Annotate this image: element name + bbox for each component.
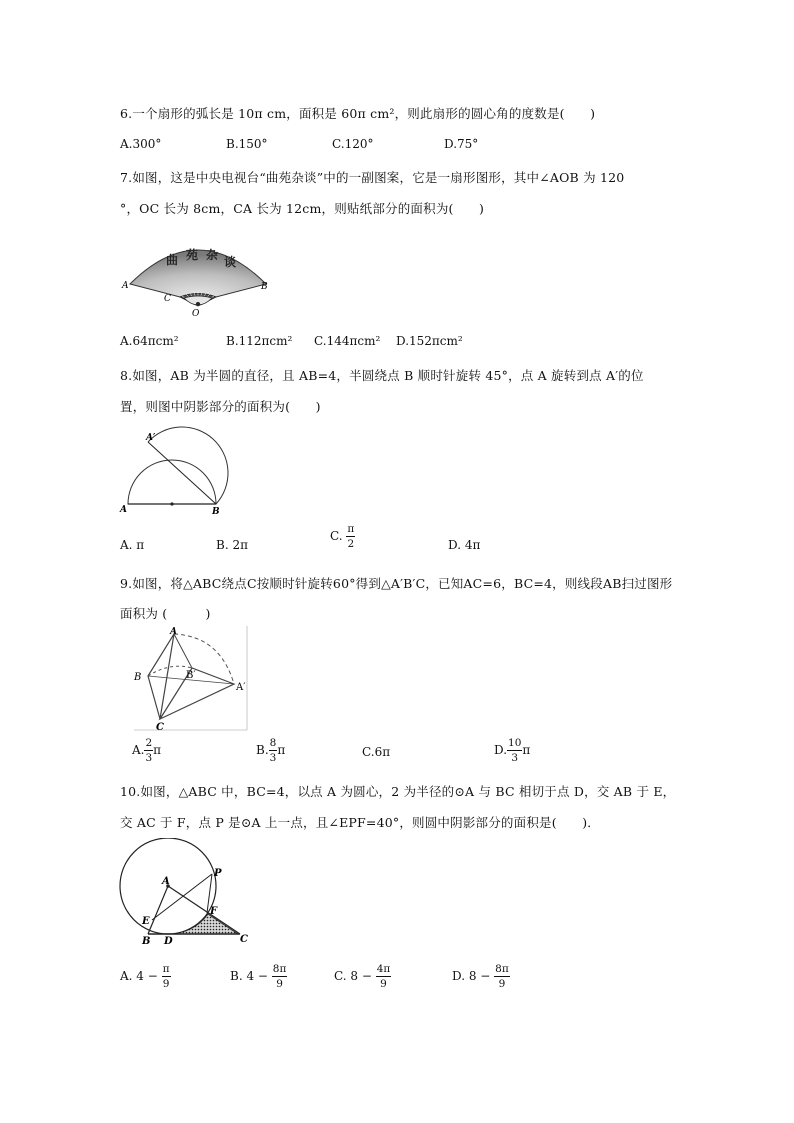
q10-label-c: C	[240, 934, 248, 945]
q9-b-num: 8	[269, 737, 277, 749]
q9-label-b: B	[134, 672, 142, 683]
q10-text-line2: 交 AC 于 F，点 P 是⊙A 上一点，且∠EPF=40°，则圆中阴影部分的面积是( )．	[120, 815, 600, 830]
q10-b-den: 9	[276, 977, 283, 990]
q9-option-b	[256, 738, 285, 763]
q9-label-b-prime: B′	[186, 670, 196, 681]
q7-option-b: B.112πcm²	[226, 334, 293, 348]
q8-label-b: B	[212, 507, 220, 517]
q6-option-c: C.120°	[332, 137, 374, 151]
q9-a-num: 2	[145, 737, 153, 749]
q8-option-c-prefix: C.	[330, 529, 343, 543]
q7-label-a: A	[122, 281, 129, 291]
q10-b-num: 8π	[272, 963, 287, 975]
q9-option-a	[132, 738, 161, 763]
q9-text-line2: 面积为 ( )	[120, 606, 211, 621]
q10-a-prefix: A. 4 −	[120, 969, 158, 983]
q9-label-a: A	[170, 627, 177, 637]
q8-label-a: A	[120, 505, 127, 515]
q10-d-prefix: D. 8 −	[452, 969, 491, 983]
q8-c-den: 2	[347, 537, 355, 550]
q9-b-suffix: π	[277, 743, 286, 757]
q9-a-suffix: π	[153, 743, 162, 757]
q10-b-fraction	[272, 964, 288, 989]
q8-text-line1: 8.如图，AB 为半圆的直径，且 AB=4，半圆绕点 B 顺时针旋转 45°，点 A 旋转到点 A′的位	[120, 368, 644, 383]
q8-option-a: A. π	[120, 538, 145, 552]
q7-text-line1: 7.如图，这是中央电视台“曲苑杂谈”中的一副图案，它是一扇形图形，其中∠AOB 为 120	[120, 170, 625, 185]
q6-option-b: B.150°	[226, 137, 268, 151]
q10-text-line1: 10.如图，△ABC 中，BC=4，以点 A 为圆心，2 为半径的⊙A 与 BC 相切于点 D，交 AB 于 E，	[120, 784, 676, 799]
q10-c-num: 4π	[376, 963, 391, 975]
q9-a-prefix: A.	[132, 743, 145, 757]
q7-label-o: O	[192, 309, 200, 318]
q9-a-fraction	[144, 738, 153, 763]
q9-rotation-figure	[130, 624, 250, 734]
q10-d-den: 9	[498, 977, 506, 990]
q9-b-prefix: B.	[256, 743, 269, 757]
fan-char-3: 杂	[206, 248, 219, 262]
q6-text: 6.一个扇形的弧长是 10π cm，面积是 60π cm²，则此扇形的圆心角的度数是( )	[120, 106, 596, 121]
q9-option-d	[494, 738, 530, 763]
q9-d-den: 3	[511, 751, 519, 764]
q10-a-num: π	[162, 963, 170, 975]
q10-a-fraction	[162, 964, 171, 989]
q10-b-prefix: B. 4 −	[230, 969, 268, 983]
q10-option-c	[334, 964, 391, 989]
q7-label-b: B	[261, 282, 268, 292]
q9-d-suffix: π	[522, 743, 531, 757]
q9-option-c: C.6π	[362, 745, 391, 759]
q7-label-c: C	[164, 294, 171, 304]
q7-text-line2: °，OC 长为 8cm，CA 长为 12cm，则贴纸部分的面积为( )	[120, 201, 485, 216]
q10-option-d	[452, 964, 510, 989]
q10-label-p: P	[214, 868, 222, 879]
q9-label-c: C	[156, 722, 164, 733]
q7-option-c: C.144πcm²	[314, 334, 381, 348]
q8-option-b: B. 2π	[216, 538, 248, 552]
q9-label-a-prime: A′	[236, 682, 246, 693]
q10-option-b	[230, 964, 287, 989]
q8-option-c	[330, 524, 355, 549]
fan-char-4: 谈	[224, 255, 237, 269]
fan-char-1: 曲	[166, 253, 179, 267]
q10-c-den: 9	[380, 977, 387, 990]
q9-a-den: 3	[145, 751, 153, 764]
q9-text-line1: 9.如图，将△ABC绕点C按顺时针旋转60°得到△A′B′C，已知AC=6，BC=4，则线段AB扫过图形	[120, 576, 673, 591]
q10-label-b: B	[142, 936, 151, 947]
q7-fan-figure	[118, 222, 278, 318]
q9-d-prefix: D.	[494, 743, 508, 757]
q10-label-e: E	[142, 916, 150, 927]
q10-label-a: A	[162, 876, 170, 887]
q10-c-fraction	[376, 964, 392, 989]
q8-semicircle-figure	[118, 424, 236, 520]
q10-d-fraction	[494, 964, 510, 989]
q8-c-num: π	[347, 523, 355, 535]
fan-char-2: 苑	[186, 248, 199, 262]
q10-circle-figure	[116, 838, 256, 948]
q8-label-a-prime: A′	[146, 433, 156, 443]
q10-c-prefix: C. 8 −	[334, 969, 372, 983]
q10-option-a	[120, 964, 171, 989]
q9-b-den: 3	[269, 751, 277, 764]
q8-option-d: D. 4π	[448, 538, 481, 552]
q9-d-num: 10	[508, 737, 522, 749]
q8-option-c-fraction	[346, 524, 355, 549]
q10-d-num: 8π	[495, 963, 509, 975]
q7-option-a: A.64πcm²	[120, 334, 179, 348]
q10-label-f: F	[210, 906, 218, 917]
q10-label-d: D	[164, 936, 173, 947]
q7-option-d: D.152πcm²	[396, 334, 463, 348]
q6-option-d: D.75°	[444, 137, 479, 151]
q6-option-a: A.300°	[120, 137, 162, 151]
q10-a-den: 9	[162, 977, 170, 990]
q9-d-fraction	[507, 738, 522, 763]
q8-text-line2: 置，则图中阴影部分的面积为( )	[120, 399, 321, 414]
